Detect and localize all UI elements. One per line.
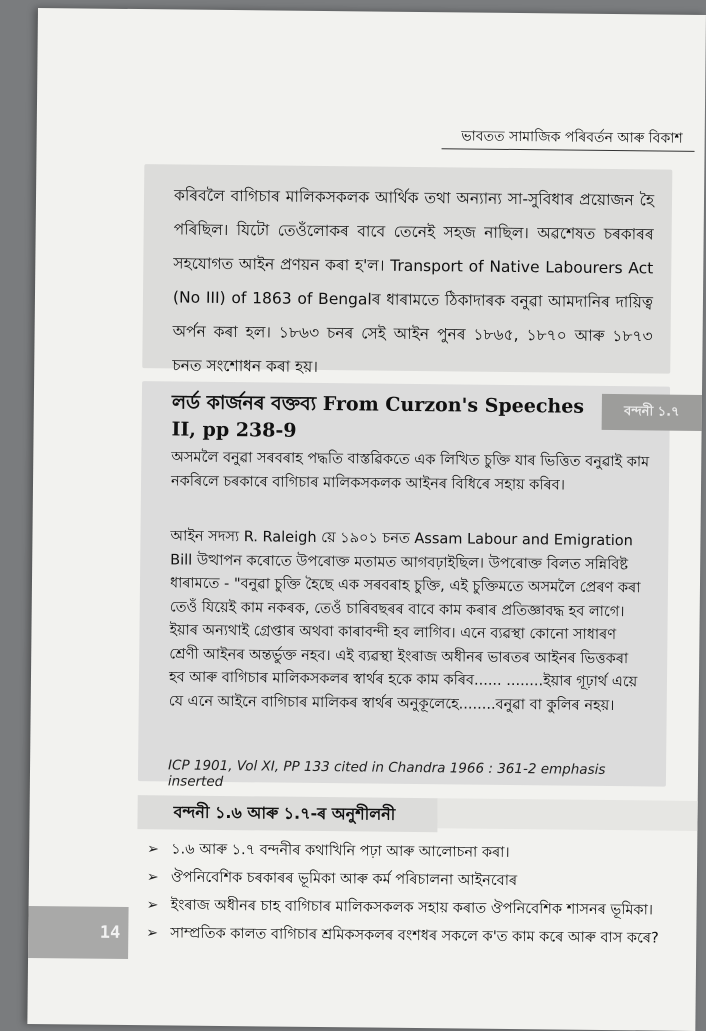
paragraph: কৰিবলৈ বাগিচাৰ মালিকসকলক আৰ্থিক তথা অন্যান্য সা-সুবিধাৰ প্ৰয়োজন হৈ পৰিছিল। যিটো তেওঁলোকৰ বাবে তেনেই সহজ নাছিল। অৱশেষত চৰকাৰৰ সহযোগত আইন প্ৰণয়ন কৰা হ'ল। Transport of Native Labourers Act (No III) of 1863 of Bengalৰ ধাৰামতে ঠিকাদাৰক বনুৱা আমদানিৰ দায়িত্ব অৰ্পন কৰা হল। ১৮৬৩ চনৰ সেই আইন পুনৰ ১৮৬৫, ১৮৭০ আৰু ১৮৭৩ চনত সংশোধন কৰা হয়।: [172, 186, 655, 376]
page-number: 14: [99, 922, 121, 943]
quote-paragraph-2: আইন সদস্য R. Raleigh য়ে ১৯০১ চনত Assam Labour and Emigration Bill উত্থাপন কৰোতে উপৰোক্ত মতামত আগবঢ়াইছিল। উপৰোক্ত বিলত সন্নিবিষ্ট ধাৰামতে - "বনুৱা চুক্তি হৈছে এক সৰবৰাহ চুক্তি, এই চুক্তিমতে অসমলৈ প্ৰেৰণ কৰা তেওঁ যিয়েই কাম নকৰক, তেওঁ চাৰিবছৰৰ বাবে কাম কৰাৰ প্ৰতিজ্ঞাবদ্ধ হব লাগে। ইয়াৰ অন্যথাই গ্ৰেপ্তাৰ অথবা কাৰাবন্দী হব লাগিব। এনে ব্যৱস্থা কোনো সাধাৰণ শ্ৰেণী আইনৰ অন্তৰ্ভুক্ত নহব। এই ব্যৱস্থা ইংৰাজ অধীনৰ ভাৰতৰ আইনৰ ভিত্তকৰা হব আৰু বাগিচাৰ মালিকসকলৰ স্বাৰ্থৰ হকে কাম কৰিব...... ........ইয়াৰ গূঢ়াৰ্থ এয়ে যে এনে আইনে বাগিচাৰ মালিকৰ স্বাৰ্থৰ অনুকূলেহে........বনুৱা বা কুলিৰ নহয়।: [168, 528, 641, 714]
exercise-list: [146, 835, 665, 952]
citation: ICP 1901, Vol XI, PP 133 cited in Chandra 1966 : 361-2 emphasis inserted: [167, 757, 606, 790]
arrow-bullet-icon: ➢: [146, 897, 159, 914]
box-label-tab: বন্দনী ১.৭: [602, 394, 702, 431]
arrow-bullet-icon: ➢: [146, 925, 159, 942]
book-page: [27, 8, 706, 1031]
list-item-text: সাম্প্ৰতিক কালত বাগিচাৰ শ্ৰমিকসকলৰ বংশধৰ সকলে ক'ত কাম কৰে আৰু বাস কৰে?: [170, 925, 659, 947]
exercise-heading: বন্দনী ১.৬ আৰু ১.৭-ৰ অনুশীলনী: [137, 795, 437, 832]
page-number-box: [28, 906, 129, 959]
list-item-text: ঔপনিবেশিক চৰকাৰৰ ভূমিকা আৰু কৰ্ম পৰিচালনা আইনবোৰ: [170, 869, 518, 890]
heading-strip: [437, 798, 697, 831]
list-item-text: ১.৬ আৰু ১.৭ বন্দনীৰ কথাখিনি পঢ়া আৰু আলোচনা কৰা।: [171, 841, 510, 861]
quote-box: [138, 381, 680, 790]
list-item-text: ইংৰাজ অধীনৰ চাহ বাগিচাৰ মালিকসকলক সহায় কৰাত ঔপনিবেশিক শাসনৰ ভূমিকা।: [170, 897, 654, 919]
arrow-bullet-icon: ➢: [147, 841, 160, 858]
running-head: ভাবতত সামাজিক পৰিবৰ্তন আৰু বিকাশ: [461, 128, 683, 147]
arrow-bullet-icon: ➢: [146, 869, 159, 886]
list-item: [146, 919, 664, 952]
quote-title: লৰ্ড কাৰ্জনৰ বক্তব্য From Curzon's Speeches II, pp 238-9: [171, 391, 585, 442]
quote-paragraph-1: অসমলৈ বনুৱা সৰবৰাহ পদ্ধতি বাস্তৱিকতে এক লিখিত চুক্তি যাৰ ভিত্তিত বনুৱাই কাম নকৰিলে চৰকাৰে বাগিচাৰ মালিকসকলক আইনৰ বিধিৰে সহায় কৰিব।: [170, 449, 650, 494]
text-box-1: [142, 164, 672, 374]
